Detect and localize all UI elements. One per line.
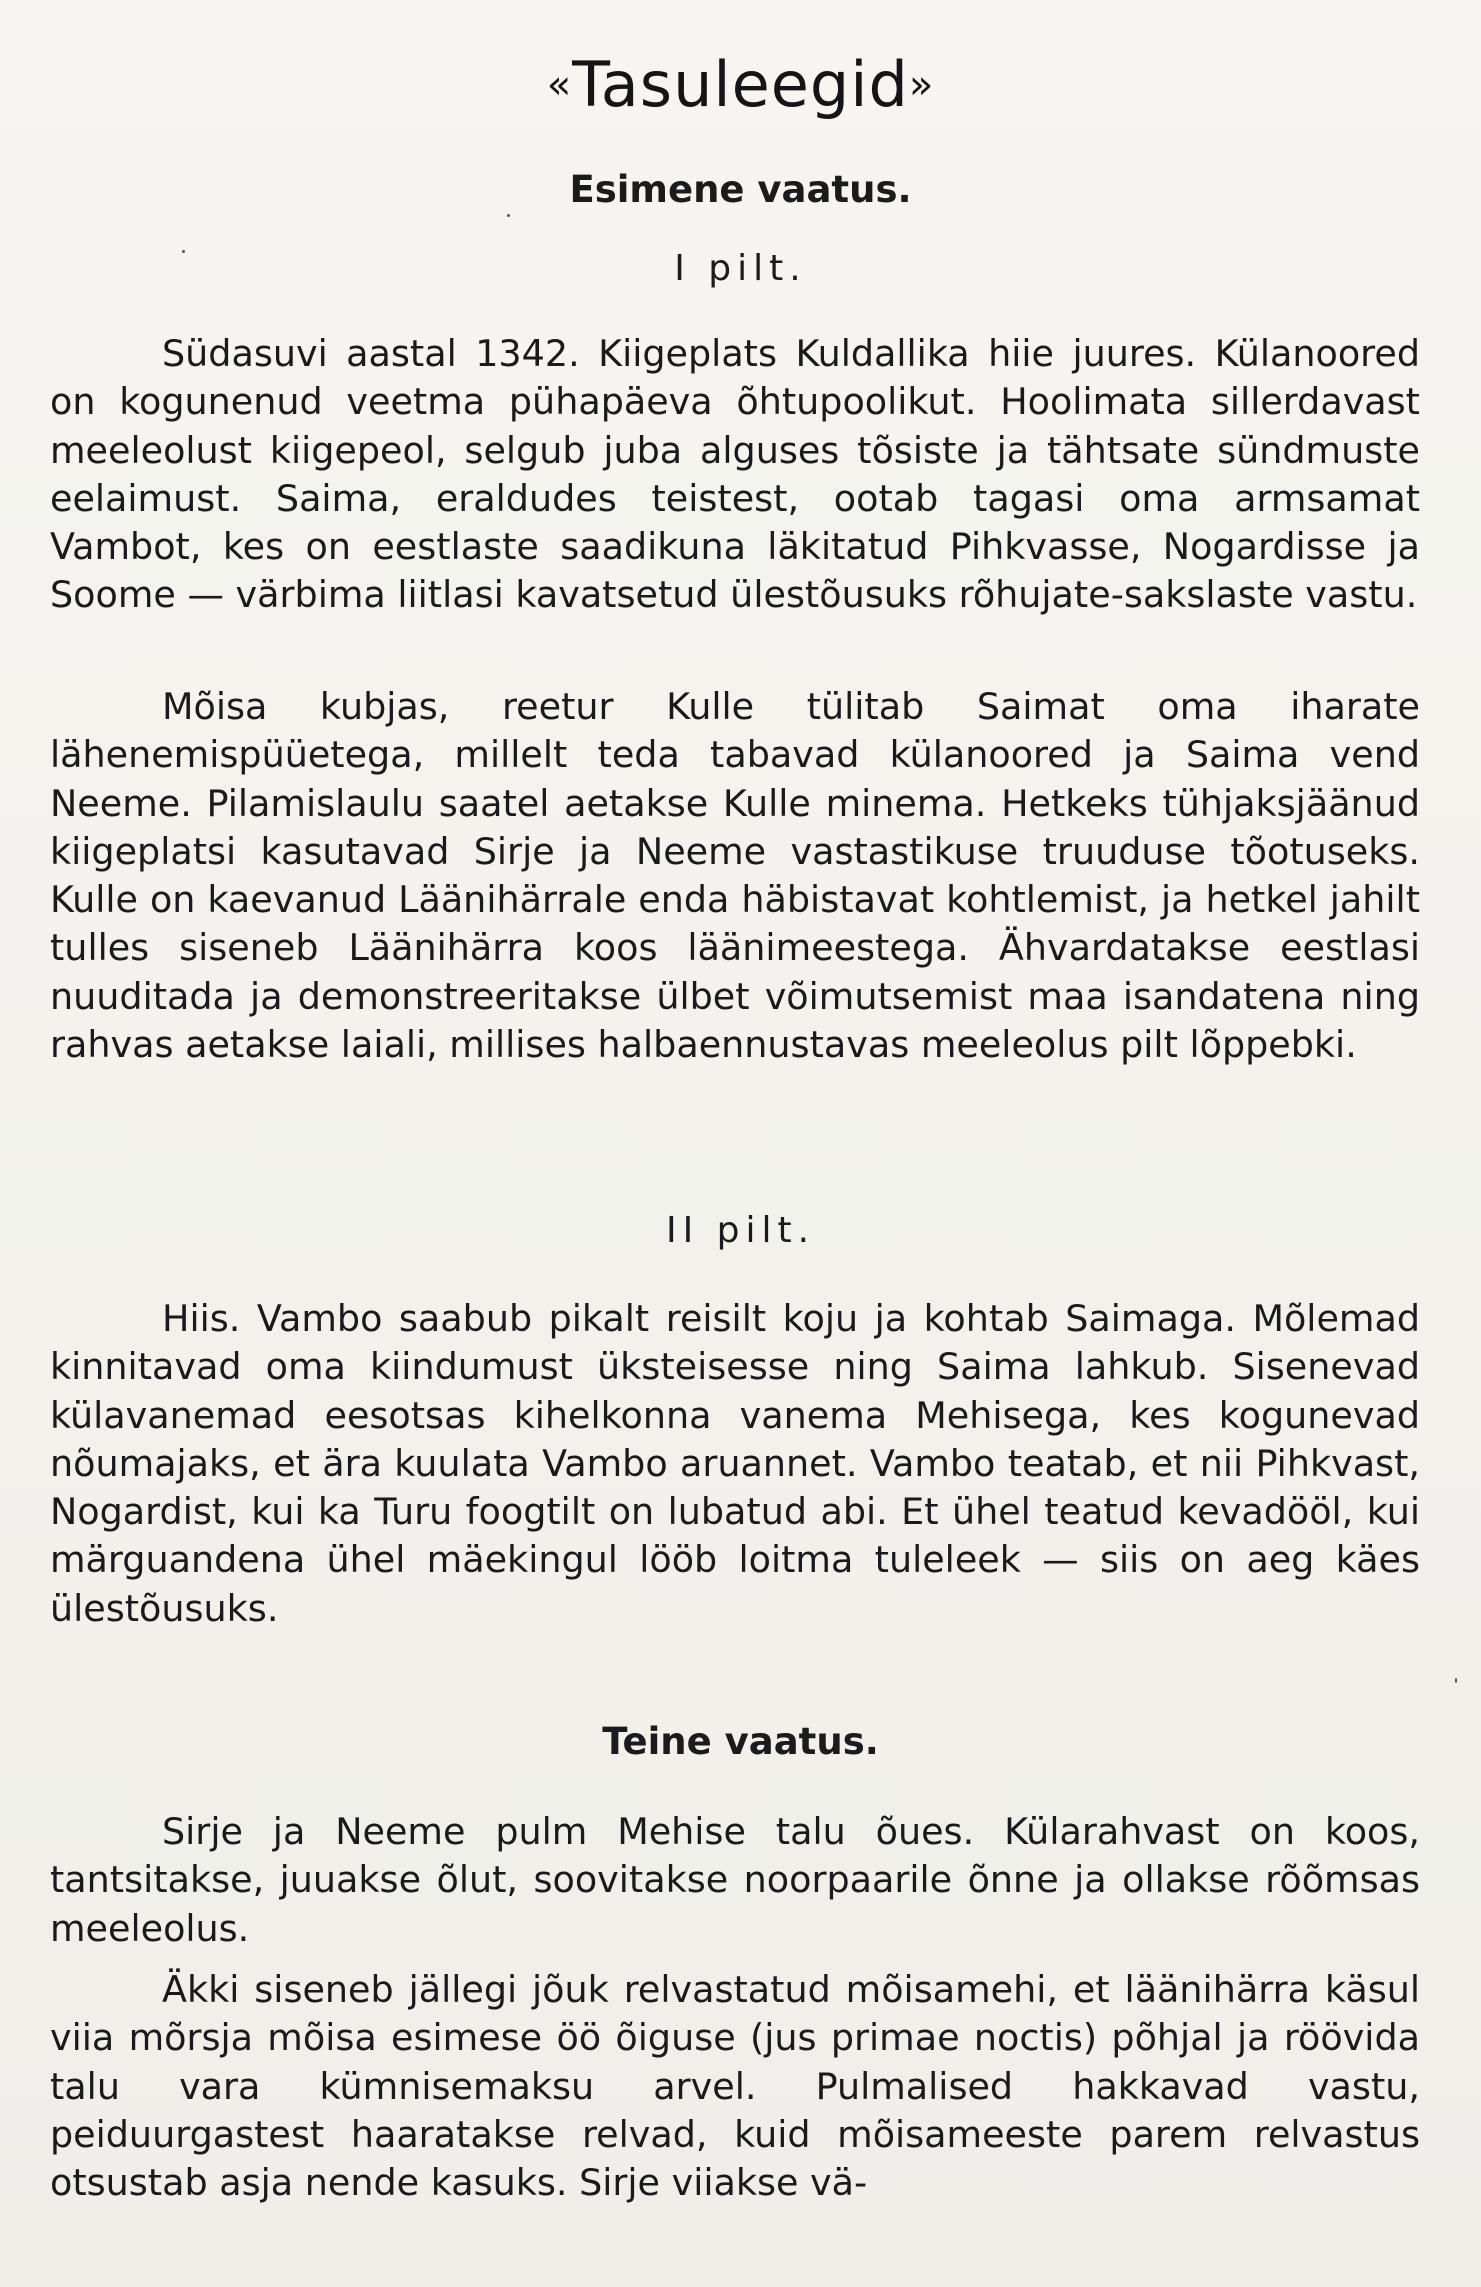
paper-speck	[182, 250, 185, 253]
scene-2-heading: II pilt.	[665, 1210, 816, 1251]
scene-1-paragraph-1: Südasuvi aastal 1342. Kiigeplats Kuldallika hiie juures. Külanoored on kogunenud veetma pühapäeva õhtupoolikut. Hoolimata sillerdavast meeleolust kiigepeol, selgub juba alguses tõsiste ja tähtsate sündmuste eelaimust. Saima, eraldudes teistest, ootab tagasi oma armsamat Vambot, kes on eestlaste saadikuna läkitatud Pihkvasse, Nogardisse ja Soome — värbima liitlasi kavatsetud ülestõusuks rõhujate-sakslaste vastu.	[50, 332, 1420, 617]
paper-speck	[507, 214, 510, 217]
act-1-heading: Esimene vaatus.	[569, 168, 912, 211]
scene-1-paragraph-2: Mõisa kubjas, reetur Kulle tülitab Saimat oma iharate lähenemispüüetega, millelt teda tabavad külanoored ja Saima vend Neeme. Pilamislaulu saatel aetakse Kulle minema. Hetkeks tühjaksjäänud kiigeplatsi kasutavad Sirje ja Neeme vastastikuse truuduse tõotuseks. Kulle on kaevanud Läänihärrale enda häbistavat kohtlemist, ja hetkel jahilt tulles siseneb Läänihärra koos läänimeestega. Ähvardatakse eestlasi nuuditada ja demonstreeritakse ülbet võimutsemist maa isandatena ning rahvas aetakse laiali, millises halbaennustavas meeleolus pilt lõppebki.	[50, 685, 1420, 1067]
document-title	[0, 48, 1481, 121]
act-2-paragraph-1: Sirje ja Neeme pulm Mehise talu õues. Külarahvast on koos, tantsitakse, juuakse õlut, soovitakse noorpaarile õnne ja ollakse rõõmsas meeleolus.	[50, 1810, 1420, 1950]
scene-1-heading: I pilt.	[674, 248, 807, 289]
scene-2-paragraph-1: Hiis. Vambo saabub pikalt reisilt koju ja kohtab Saimaga. Mõlemad kinnitavad oma kiindumust üksteisesse ning Saima lahkub. Sisenevad külavanemad eesotsas kihelkonna vanema Mehisega, kes kogunevad nõumajaks, et ära kuulata Vambo aruannet. Vambo teatab, et nii Pihkvast, Nogardist, kui ka Turu foogtilt on lubatud abi. Et ühel teatud kevadööl, kui märguandena ühel mäekingul lööb loitma tuleleek — siis on aeg käes ülestõusuks.	[50, 1297, 1420, 1630]
title-text: Tasuleegid	[572, 48, 909, 121]
act-2-heading: Teine vaatus.	[602, 1720, 879, 1763]
open-guillemet: «	[546, 61, 573, 108]
paper-speck	[1455, 1678, 1457, 1683]
close-guillemet: »	[908, 61, 935, 108]
act-2-paragraph-2: Äkki siseneb jällegi jõuk relvastatud mõisamehi, et läänihärra käsul viia mõrsja mõisa esimese öö õiguse (jus primae noctis) põhjal ja röövida talu vara kümnisemaksu arvel. Pulmalised hakkavad vastu, peiduurgastest haaratakse relvad, kuid mõisameeste parem relvastus otsustab asja nende kasuks. Sirje viiakse vä-	[50, 1968, 1420, 2205]
